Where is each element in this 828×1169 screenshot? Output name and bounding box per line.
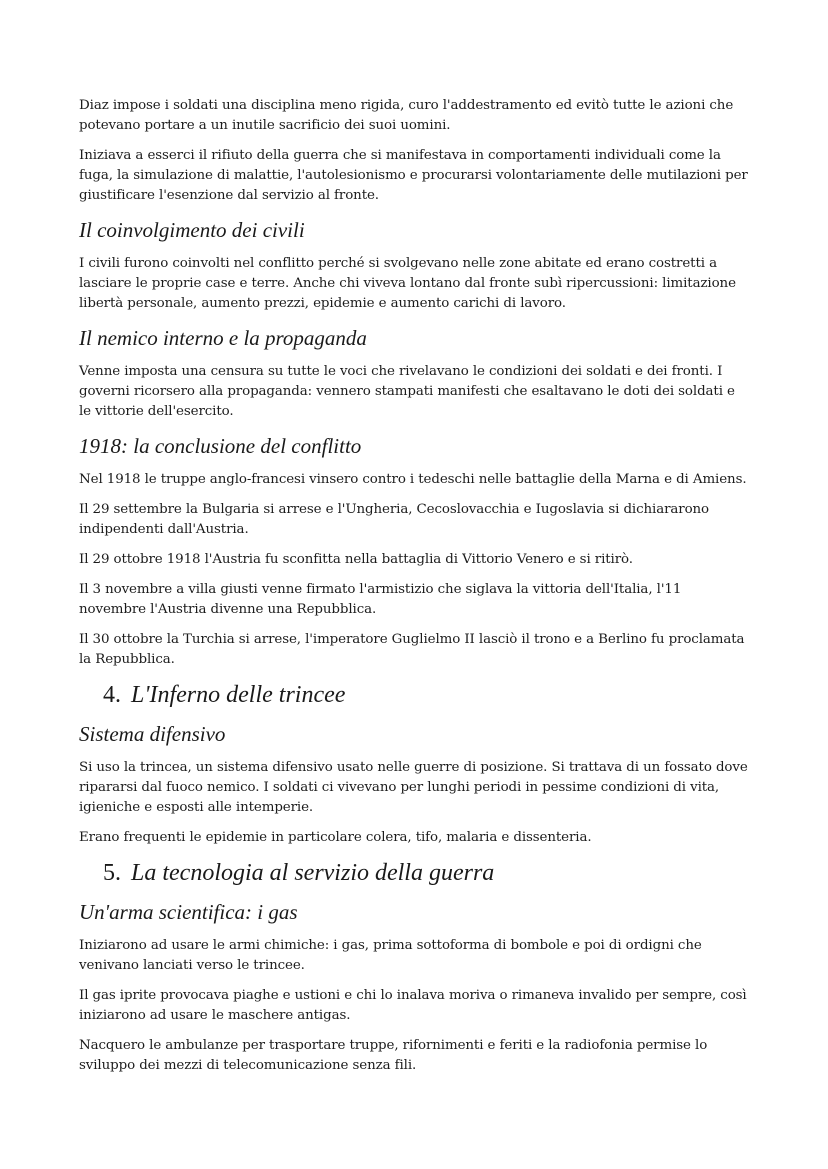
- paragraph: Diaz impose i soldati una disciplina meno rigida, curo l'addestramento ed evitò tutte le azioni che potevano portare a un inutile sacrificio dei suoi uomini.: [79, 98, 734, 133]
- paragraph: I civili furono coinvolti nel conflitto perché si svolgevano nelle zone abitate ed erano costretti a lasciare le proprie case e terre. Anche chi viveva lontano dal fronte subì ripercussioni: limitazione libertà personale, aumento prezzi, epidemie e aumento carichi di lavoro.: [79, 256, 736, 311]
- paragraph: Il gas iprite provocava piaghe e ustioni e chi lo inalava moriva o rimaneva invalido per sempre, così iniziarono ad usare le maschere antigas.: [79, 988, 747, 1023]
- paragraph: Erano frequenti le epidemie in particolare colera, tifo, malaria e dissenteria.: [79, 830, 592, 845]
- chapter-heading-5: [103, 858, 749, 888]
- paragraph: Nel 1918 le truppe anglo-francesi vinsero contro i tedeschi nelle battaglie della Marna e di Amiens.: [79, 472, 747, 487]
- chapter-number: 5.: [103, 860, 121, 886]
- paragraph: Il 29 settembre la Bulgaria si arrese e l'Ungheria, Cecoslovacchia e Iugoslavia si dichiararono indipendenti dall'Austria.: [79, 502, 710, 537]
- section-heading-1918: 1918: la conclusione del conflitto: [79, 434, 362, 458]
- section-heading-civili: Il coinvolgimento dei civili: [79, 218, 305, 242]
- paragraph: Venne imposta una censura su tutte le voci che rivelavano le condizioni dei soldati e dei fronti. I governi ricorsero alla propaganda: vennero stampati manifesti che esaltavano le doti dei soldati e le vittorie dell'esercito.: [79, 364, 735, 419]
- paragraph: Il 30 ottobre la Turchia si arrese, l'imperatore Guglielmo II lasciò il trono e a Berlino fu proclamata la Repubblica.: [79, 632, 745, 667]
- section-heading-nemico: Il nemico interno e la propaganda: [79, 326, 367, 350]
- chapter-heading-4: [103, 680, 749, 710]
- section-heading-sistema: Sistema difensivo: [79, 722, 226, 746]
- paragraph: Il 29 ottobre 1918 l'Austria fu sconfitta nella battaglia di Vittorio Venero e si ritirò.: [79, 552, 633, 567]
- document-page: [79, 96, 749, 1086]
- paragraph: Il 3 novembre a villa giusti venne firmato l'armistizio che siglava la vittoria dell'Italia, l'11 novembre l'Austria divenne una Repubblica.: [79, 582, 682, 617]
- chapter-number: 4.: [103, 682, 121, 708]
- paragraph: Nacquero le ambulanze per trasportare truppe, rifornimenti e feriti e la radiofonia permise lo sviluppo dei mezzi di telecomunicazione senza fili.: [79, 1038, 708, 1073]
- chapter-title: L'Inferno delle trincee: [131, 682, 346, 708]
- chapter-title: La tecnologia al servizio della guerra: [131, 860, 495, 886]
- paragraph: Si uso la trincea, un sistema difensivo usato nelle guerre di posizione. Si trattava di un fossato dove ripararsi dal fuoco nemico. I soldati ci vivevano per lunghi periodi in pessime condizioni di vita, igieniche e esposti alle intemperie.: [79, 760, 748, 815]
- paragraph: Iniziarono ad usare le armi chimiche: i gas, prima sottoforma di bombole e poi di ordigni che venivano lanciati verso le trincee.: [79, 938, 702, 973]
- paragraph: Iniziava a esserci il rifiuto della guerra che si manifestava in comportamenti individuali come la fuga, la simulazione di malattie, l'autolesionismo e procurarsi volontariamente delle mutilazioni per giustificare l'esenzione dal servizio al fronte.: [79, 148, 748, 203]
- section-heading-gas: Un'arma scientifica: i gas: [79, 900, 298, 924]
